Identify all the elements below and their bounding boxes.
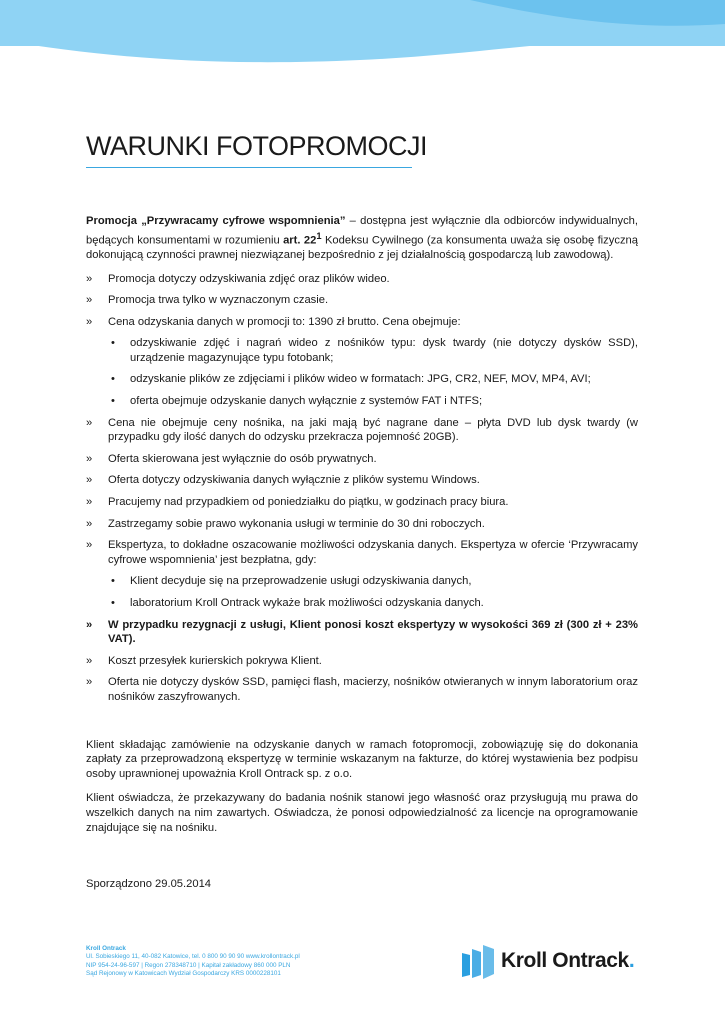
bullet-marker: » <box>86 452 93 465</box>
kroll-ontrack-logo <box>462 945 642 979</box>
footer-address: Ul. Sobieskiego 11, 40-082 Katowice, tel. 0 800 90 90 90 www.krollontrack.pl <box>86 953 300 961</box>
section-spacer <box>86 712 638 738</box>
list-item-text: Pracujemy nad przypadkiem od poniedziałku do piątku, w godzinach pracy biura. <box>108 496 509 509</box>
list-item <box>86 416 638 445</box>
list-item-text: Cena nie obejmuje ceny nośnika, na jaki mają być nagrane dane – płyta DVD lub dysk twardy (w przypadku gdy ilość danych do odzysku przekracza pojemność 20GB). <box>108 416 638 444</box>
payment-obligation-paragraph: Klient składając zamówienie na odzyskanie danych w ramach fotopromocji, zobowiązuję się do dokonania zapłaty za przeprowadzoną ekspertyzę w terminie wskazanym na fakturze, do której wystawienia bez podpisu osoby uprawnionej upoważnia Kroll Ontrack sp. z o.o. <box>86 738 638 780</box>
bullet-marker: » <box>86 315 93 328</box>
document-body <box>86 214 638 845</box>
logo-wordmark-dot: . <box>628 949 635 972</box>
sub-bullet-marker: • <box>111 373 115 386</box>
ownership-statement-paragraph: Klient oświadcza, że przekazywany do badania nośnik stanowi jego własność oraz przysługują mu prawa do wszelkich danych na nim zawartych. Oświadcza, że ponosi odpowiedzialność za licencje na oprogramowanie znajdujące się na nośniku. <box>86 792 638 834</box>
intro-text-2: Kodeksu Cywilnego (za konsumenta uważa się osobę fizyczną dokonującą czynności prawnej niezwiązanej bezpośrednio z jej działalnością gospodarczą lub zawodową). <box>86 234 638 261</box>
list-item <box>86 517 638 532</box>
sub-list-item <box>108 596 638 611</box>
sub-list-item-text: odzyskanie plików ze zdjęciami i plików wideo w formatach: JPG, CR2, NEF, MOV, MP4, AVI; <box>130 373 591 386</box>
article-reference: art. 22 <box>283 234 317 247</box>
list-item-text: Koszt przesyłek kurierskich pokrywa Klient. <box>108 654 322 667</box>
bullet-marker: » <box>86 654 93 667</box>
list-item-text: Cena odzyskania danych w promocji to: 1390 zł brutto. Cena obejmuje: <box>108 315 461 328</box>
logo-wordmark-text: Kroll Ontrack <box>501 949 629 972</box>
sub-bullet-marker: • <box>111 337 115 350</box>
list-item <box>86 538 638 610</box>
intro-paragraph <box>86 214 638 263</box>
list-item <box>86 293 638 308</box>
list-item <box>86 675 638 704</box>
list-item <box>86 452 638 467</box>
bullet-marker: » <box>86 539 93 552</box>
sub-bullet-marker: • <box>111 597 115 610</box>
logo-wordmark <box>501 949 634 973</box>
sub-list-item-text: oferta obejmuje odzyskanie danych wyłącznie z systemów FAT i NTFS; <box>130 395 483 408</box>
sub-list-item <box>108 336 638 365</box>
bullet-marker: » <box>86 676 93 689</box>
price-includes-list <box>108 336 638 408</box>
sub-bullet-marker: • <box>111 575 115 588</box>
list-item <box>86 272 638 287</box>
intro-text-1: – dostępna jest wyłącznie dla odbiorców indywidualnych, będących konsumentami w rozumieniu <box>86 215 638 247</box>
footer-company-info <box>86 945 366 979</box>
bullet-marker: » <box>86 474 93 487</box>
prepared-date: Sporządzono 29.05.2014 <box>86 878 212 890</box>
list-item-text: Ekspertyza, to dokładne oszacowanie możliwości odzyskania danych. Ekspertyza w ofercie ‘Przywracamy cyfrowe wspomnienia’ jest bezpłatna, gdy: <box>108 539 638 566</box>
list-item-cancellation-fee <box>86 618 638 647</box>
sub-list-item <box>108 574 638 589</box>
footer-registration: NIP 954-24-96-597 | Regon 278348710 | Kapitał zakładowy 860 000 PLN <box>86 961 291 969</box>
list-item <box>86 654 638 669</box>
list-item <box>86 473 638 488</box>
promo-name: Promocja „Przywracamy cyfrowe wspomnienia” <box>86 215 346 227</box>
sub-list-item <box>108 372 638 387</box>
bullet-marker: » <box>86 272 93 285</box>
footer-court: Sąd Rejonowy w Katowicach Wydział Gospodarczy KRS 0000228101 <box>86 970 281 978</box>
bullet-marker: » <box>86 618 93 631</box>
bullet-marker: » <box>86 416 93 429</box>
list-item-text: W przypadku rezygnacji z usługi, Klient ponosi koszt ekspertyzy w wysokości 369 zł (300 zł + 23% VAT). <box>108 618 638 646</box>
list-item-text: Zastrzegamy sobie prawo wykonania usługi w terminie do 30 dni roboczych. <box>108 517 485 530</box>
title-underline <box>86 167 412 168</box>
sub-list-item-text: odzyskiwanie zdjęć i nagrań wideo z nośników typu: dysk twardy (nie dotyczy dysków SSD), urządzenie magazynujące typu fotobank; <box>130 337 638 364</box>
header-band <box>0 0 725 80</box>
sub-list-item <box>108 394 638 409</box>
sub-bullet-marker: • <box>111 395 115 408</box>
conditions-list <box>86 272 638 705</box>
article-superscript: 1 <box>316 230 322 241</box>
bullet-marker: » <box>86 294 93 307</box>
bullet-marker: » <box>86 517 93 530</box>
list-item-text: Oferta skierowana jest wyłącznie do osób prywatnych. <box>108 452 377 465</box>
list-item <box>86 315 638 409</box>
footer-company-name: Kroll Ontrack <box>86 945 126 952</box>
expertise-free-list <box>108 574 638 610</box>
page-title: WARUNKI FOTOPROMOCJI <box>86 131 427 161</box>
list-item-text: Promocja dotyczy odzyskiwania zdjęć oraz plików wideo. <box>108 272 390 285</box>
list-item-text: Oferta nie dotyczy dysków SSD, pamięci flash, macierzy, nośników otwieranych w innym laboratorium oraz nośników zaszyfrowanych. <box>108 676 638 703</box>
list-item <box>86 495 638 510</box>
sub-list-item-text: laboratorium Kroll Ontrack wykaże brak możliwości odzyskania danych. <box>130 597 484 610</box>
list-item-text: Oferta dotyczy odzyskiwania danych wyłącznie z plików systemu Windows. <box>108 474 480 487</box>
header-wave-shape <box>0 0 725 80</box>
logo-mark-icon <box>462 945 498 979</box>
bullet-marker: » <box>86 496 93 509</box>
list-item-text: Promocja trwa tylko w wyznaczonym czasie. <box>108 294 329 307</box>
sub-list-item-text: Klient decyduje się na przeprowadzenie usługi odzyskiwania danych, <box>130 575 472 588</box>
